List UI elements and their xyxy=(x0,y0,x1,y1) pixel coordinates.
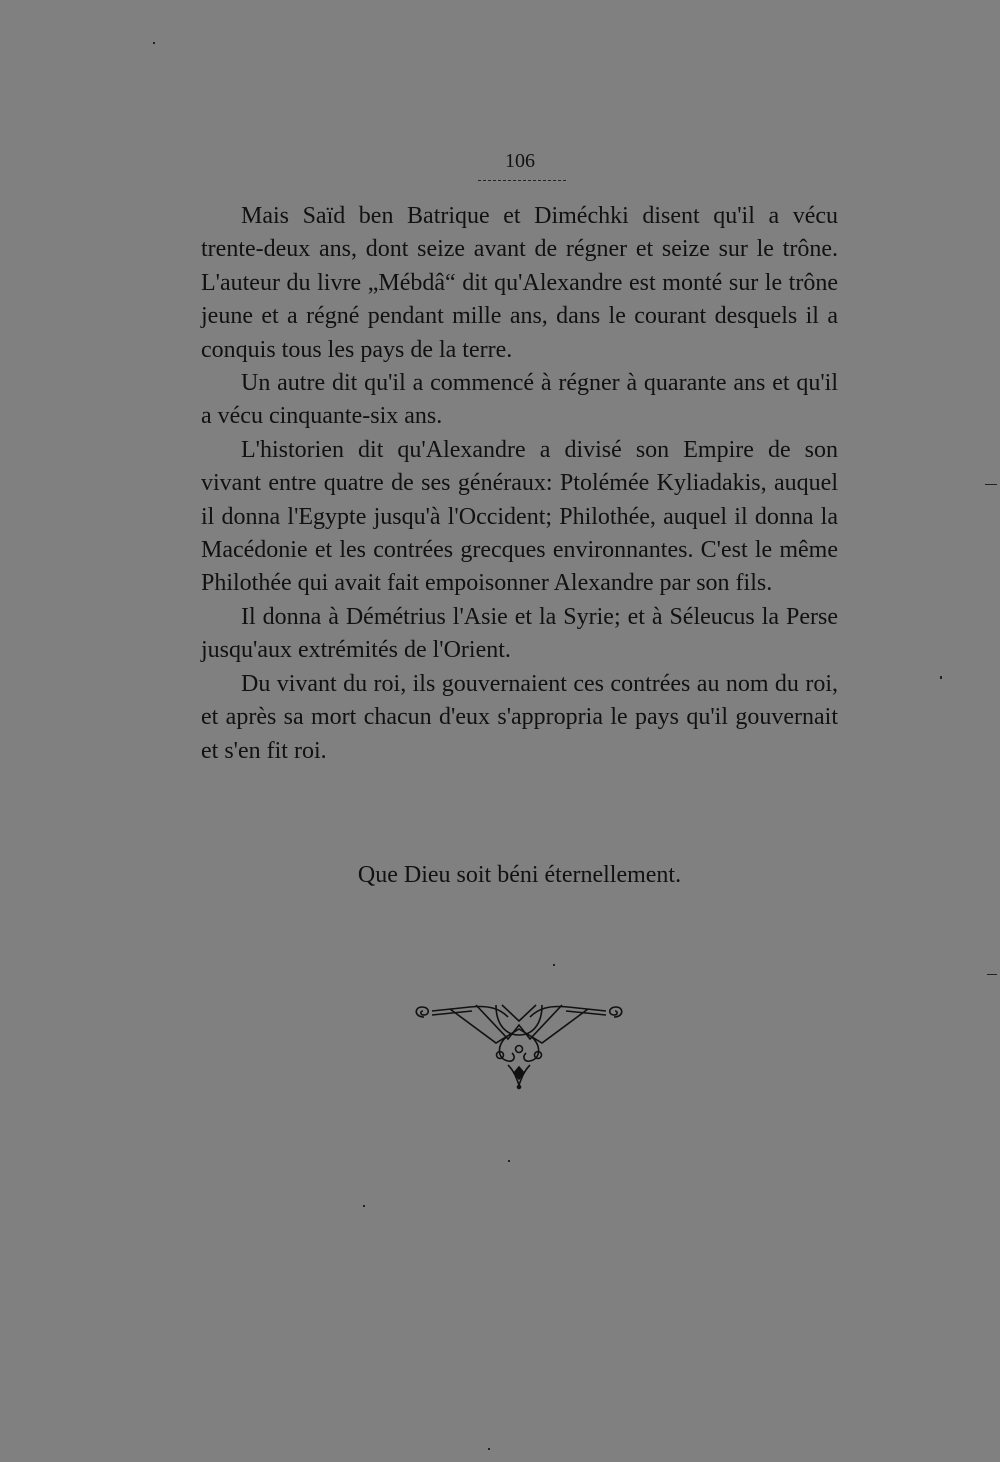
closing-line: Que Dieu soit béni éternellement. xyxy=(357,862,682,888)
speck xyxy=(985,484,997,485)
speck xyxy=(940,676,942,679)
speck xyxy=(508,1160,510,1162)
page-number: 106 xyxy=(505,150,535,172)
page-number-rule xyxy=(478,180,566,181)
paragraph: L'historien dit qu'Alexandre a divisé son Empire de son vivant entre quatre de ses généraux: Ptolémée Kyliadakis, auquel il donna l'Egypte jusqu'à l'Occident; Philothée, auquel il donna la Macédonie et les contrées grecques environnantes. C'est le même Philothée qui avait fait empoisonner Alexandre par son fils. xyxy=(201,436,838,597)
speck xyxy=(363,1205,365,1207)
tailpiece-ornament xyxy=(410,995,628,1095)
speck xyxy=(553,964,555,966)
speck xyxy=(153,42,155,44)
speck xyxy=(987,974,997,975)
paragraph: Il donna à Démétrius l'Asie et la Syrie; et à Séleucus la Perse jusqu'aux extrémités de l'Orient. xyxy=(201,603,838,664)
paragraph: Mais Saïd ben Batrique et Diméchki disent qu'il a vécu trente-deux ans, dont seize avant de régner et seize sur le trône. L'auteur du livre „Mébdâ“ dit qu'Alexandre est monté sur le trône jeune et a régné pendant mille ans, dans le courant desquels il a conquis tous les pays de la terre. xyxy=(201,203,838,363)
body-text xyxy=(201,200,838,768)
paragraph: Un autre dit qu'il a commencé à régner à quarante ans et qu'il a vécu cinquante-six ans. xyxy=(201,370,838,430)
paragraph: Du vivant du roi, ils gouvernaient ces contrées au nom du roi, et après sa mort chacun d'eux s'appropria le pays qu'il gouvernait et s'en fit roi. xyxy=(201,670,838,764)
speck xyxy=(488,1448,490,1450)
